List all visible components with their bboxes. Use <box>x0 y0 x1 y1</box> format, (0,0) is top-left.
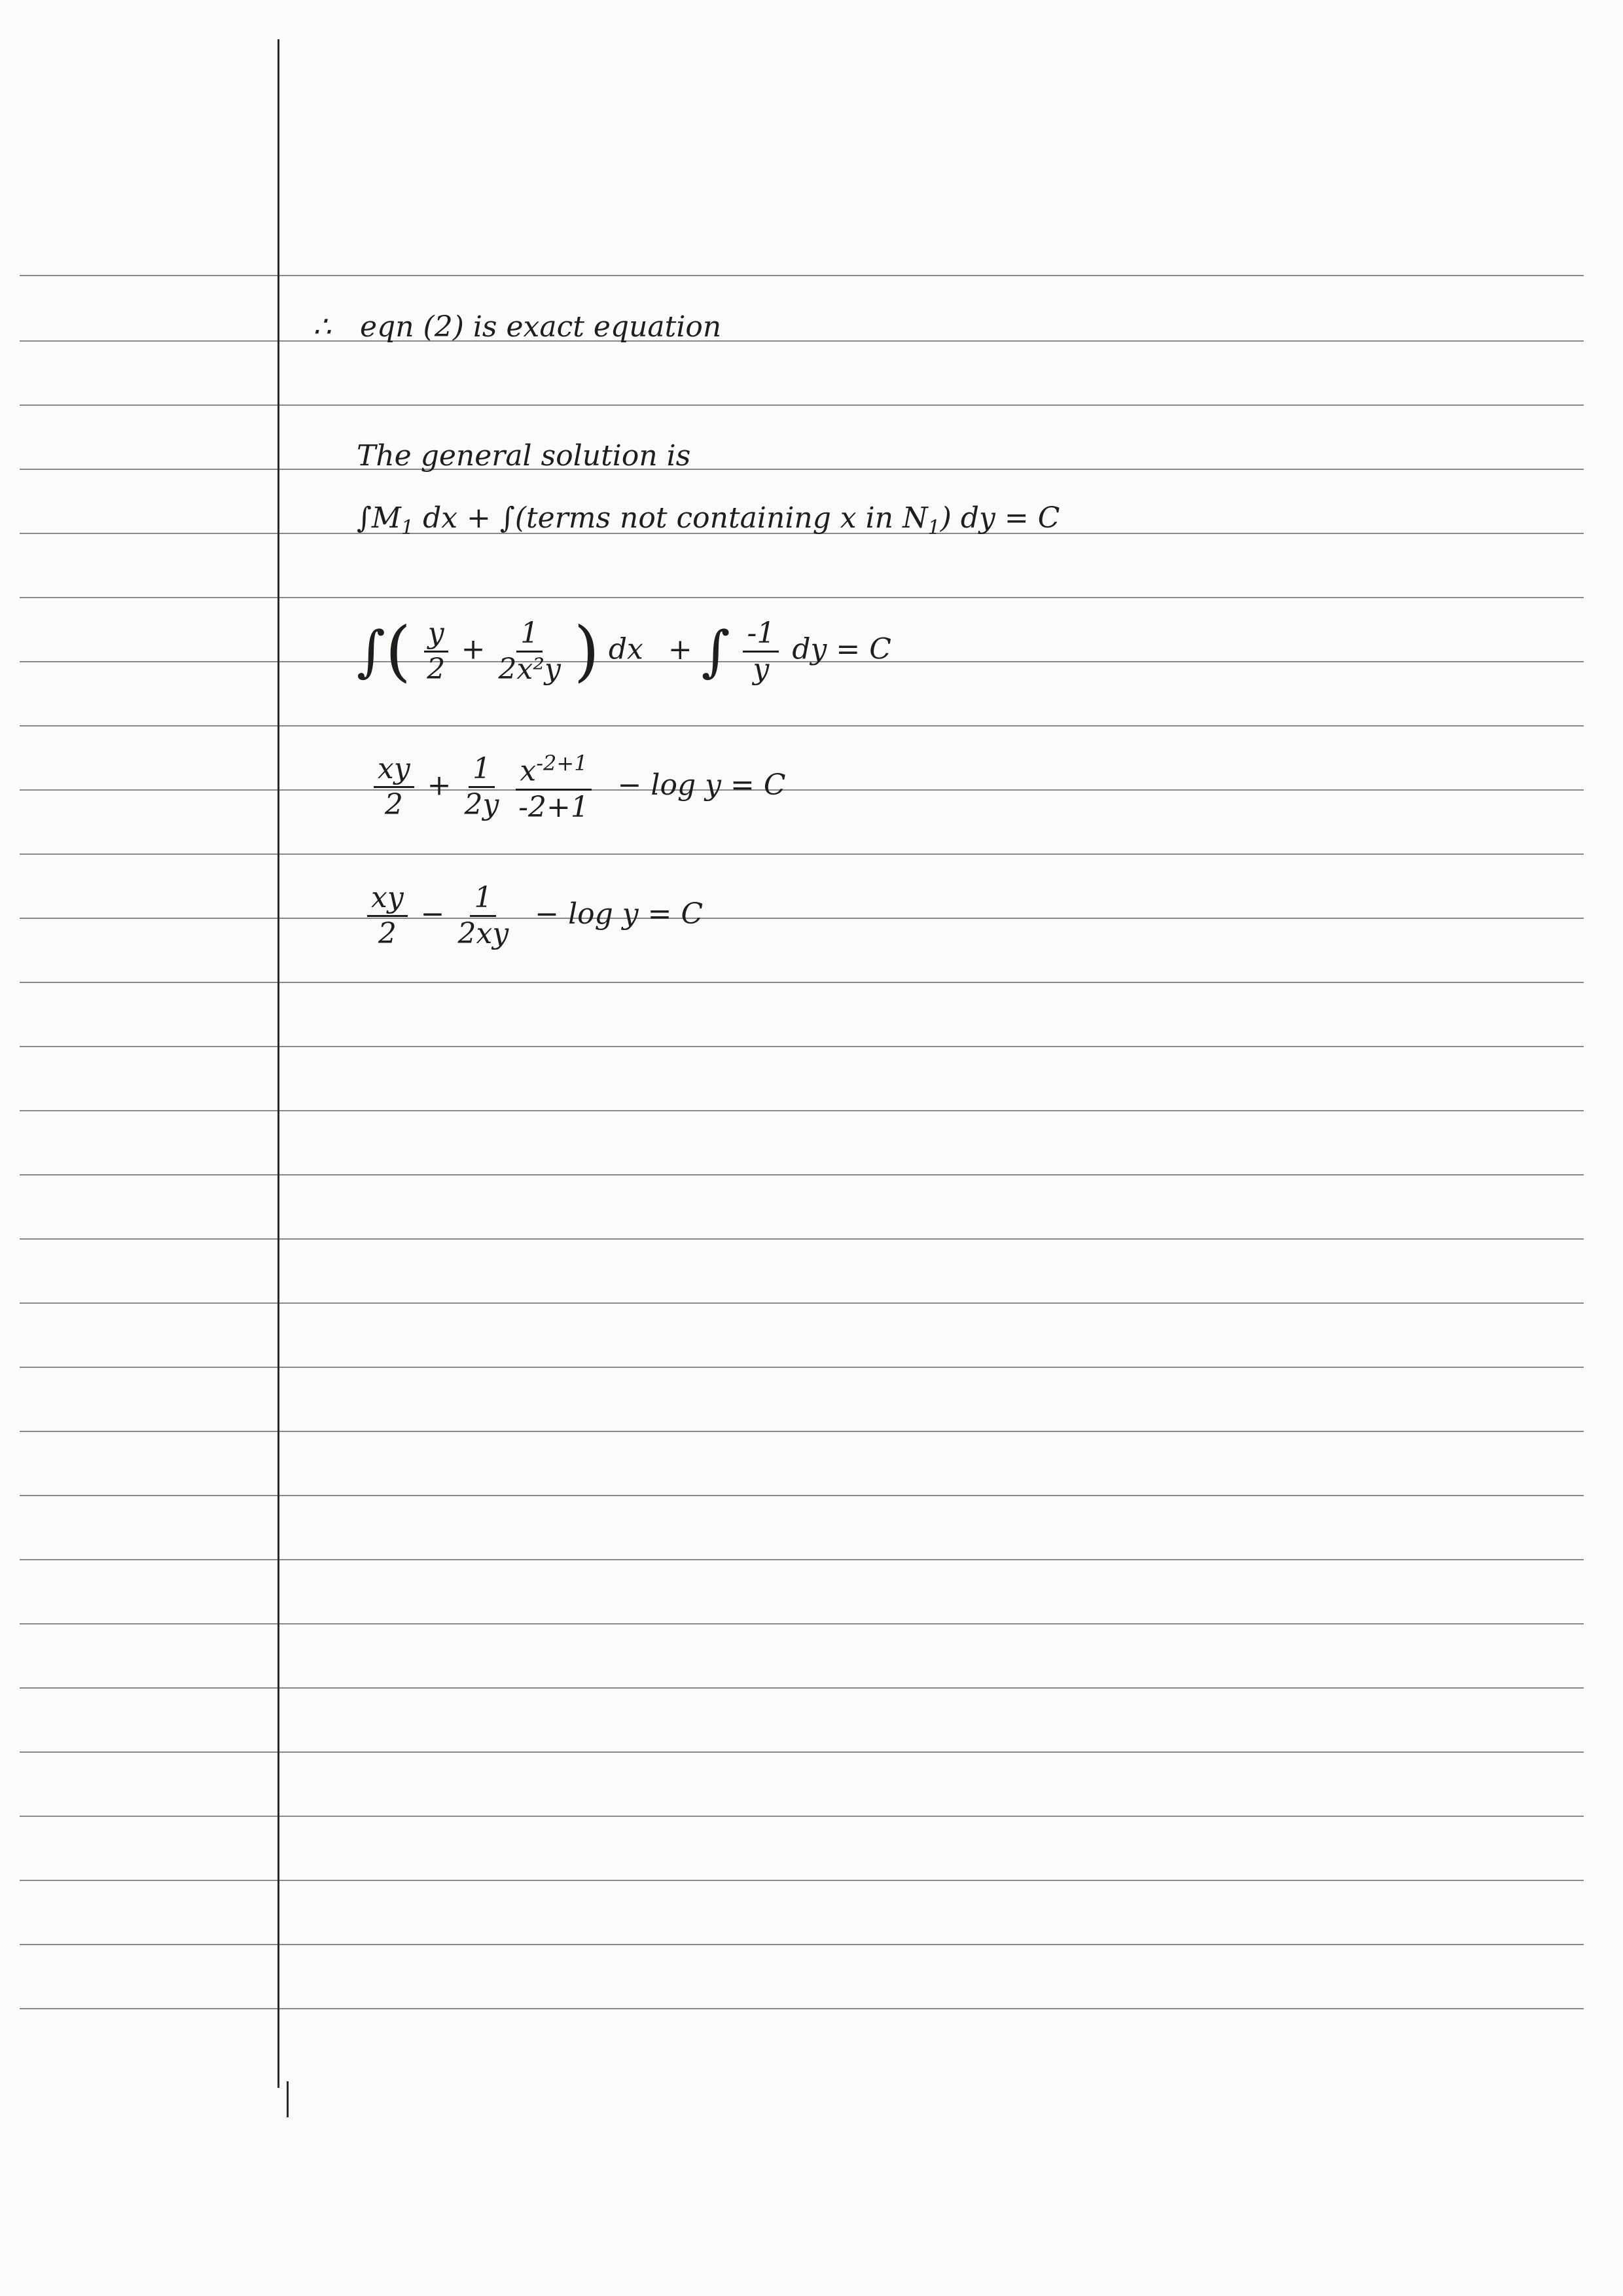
ruled-line <box>20 1495 1584 1496</box>
exact-statement: eqn (2) is exact equation <box>360 310 722 344</box>
general-solution-intro: The general solution is <box>357 439 691 473</box>
ruled-line <box>20 1623 1584 1624</box>
formula-sub2: 1 <box>927 516 940 539</box>
power-numerator <box>516 753 591 791</box>
margin-line <box>277 39 279 2088</box>
fraction <box>457 881 509 950</box>
step-tail: − log y = C <box>535 897 704 931</box>
ruled-line <box>20 725 1584 726</box>
fraction-numerator: 1 <box>470 884 496 917</box>
fraction-numerator: xy <box>367 884 408 917</box>
paren-close: ) <box>573 613 599 689</box>
ruled-line <box>20 1110 1584 1111</box>
step-tail: − log y = C <box>617 768 786 802</box>
ruled-line <box>20 275 1584 276</box>
ruled-line <box>20 1302 1584 1304</box>
plus-sign: + <box>427 768 452 802</box>
fraction-numerator: xy <box>374 755 414 788</box>
fraction <box>498 616 561 686</box>
formula-sub1: 1 <box>401 516 414 539</box>
integral-sign: ∫ <box>701 619 730 683</box>
paren-open: ( <box>385 613 411 689</box>
ruled-line <box>20 1944 1584 1945</box>
formula-part1: ∫M <box>357 501 401 535</box>
fraction <box>743 616 779 686</box>
fraction-numerator: -1 <box>743 619 779 653</box>
fraction <box>367 881 408 950</box>
ruled-line <box>20 404 1584 406</box>
ruled-line <box>20 1367 1584 1368</box>
ruled-line <box>20 2008 1584 2009</box>
fraction <box>424 616 448 686</box>
fraction-denominator: 2y <box>464 788 499 822</box>
therefore-line <box>313 310 722 344</box>
ruled-line <box>20 1751 1584 1753</box>
therefore-symbol: ∴ <box>313 310 331 344</box>
fraction <box>464 752 499 822</box>
integral-step <box>357 613 891 689</box>
general-solution-formula <box>357 501 1060 539</box>
ruled-line <box>20 853 1584 855</box>
plus-sign: + <box>668 632 692 666</box>
dx: dx <box>608 632 643 666</box>
ruled-line <box>20 597 1584 598</box>
exponent: -2+1 <box>536 751 588 776</box>
ruled-line <box>20 340 1584 342</box>
power-denominator: -2+1 <box>518 790 589 824</box>
ruled-line <box>20 1174 1584 1175</box>
ruled-line <box>20 1816 1584 1817</box>
ruled-line <box>20 1880 1584 1881</box>
formula-part2: dx + ∫(terms not containing x in N <box>423 501 928 535</box>
final-step <box>363 881 704 950</box>
margin-tick <box>287 2081 289 2117</box>
ruled-line <box>20 469 1584 470</box>
fraction-denominator: 2xy <box>457 917 509 950</box>
fraction-denominator: 2 <box>378 917 397 950</box>
ruled-line <box>20 918 1584 919</box>
ruled-line <box>20 1046 1584 1047</box>
ruled-line <box>20 982 1584 983</box>
power-fraction <box>516 753 591 822</box>
ruled-line <box>20 1687 1584 1689</box>
ruled-line <box>20 1559 1584 1560</box>
fraction-denominator: 2 <box>384 788 403 822</box>
fraction-numerator: y <box>424 619 448 653</box>
ruled-line <box>20 789 1584 791</box>
plus-sign: + <box>461 632 486 666</box>
power-rule-step <box>370 753 786 822</box>
fraction <box>374 752 414 822</box>
ruled-line <box>20 1431 1584 1432</box>
fraction-numerator: 1 <box>516 619 543 653</box>
ruled-line <box>20 1238 1584 1240</box>
fraction-denominator: y <box>753 652 770 686</box>
minus-sign: − <box>420 897 445 931</box>
fraction-numerator: 1 <box>469 755 495 788</box>
fraction-denominator: 2x²y <box>498 652 561 686</box>
fraction-denominator: 2 <box>427 652 446 686</box>
x-variable: x <box>520 754 537 788</box>
integral-sign: ∫ <box>357 619 385 683</box>
formula-part3: ) dy = C <box>940 501 1060 535</box>
step-tail: dy = C <box>792 632 891 666</box>
